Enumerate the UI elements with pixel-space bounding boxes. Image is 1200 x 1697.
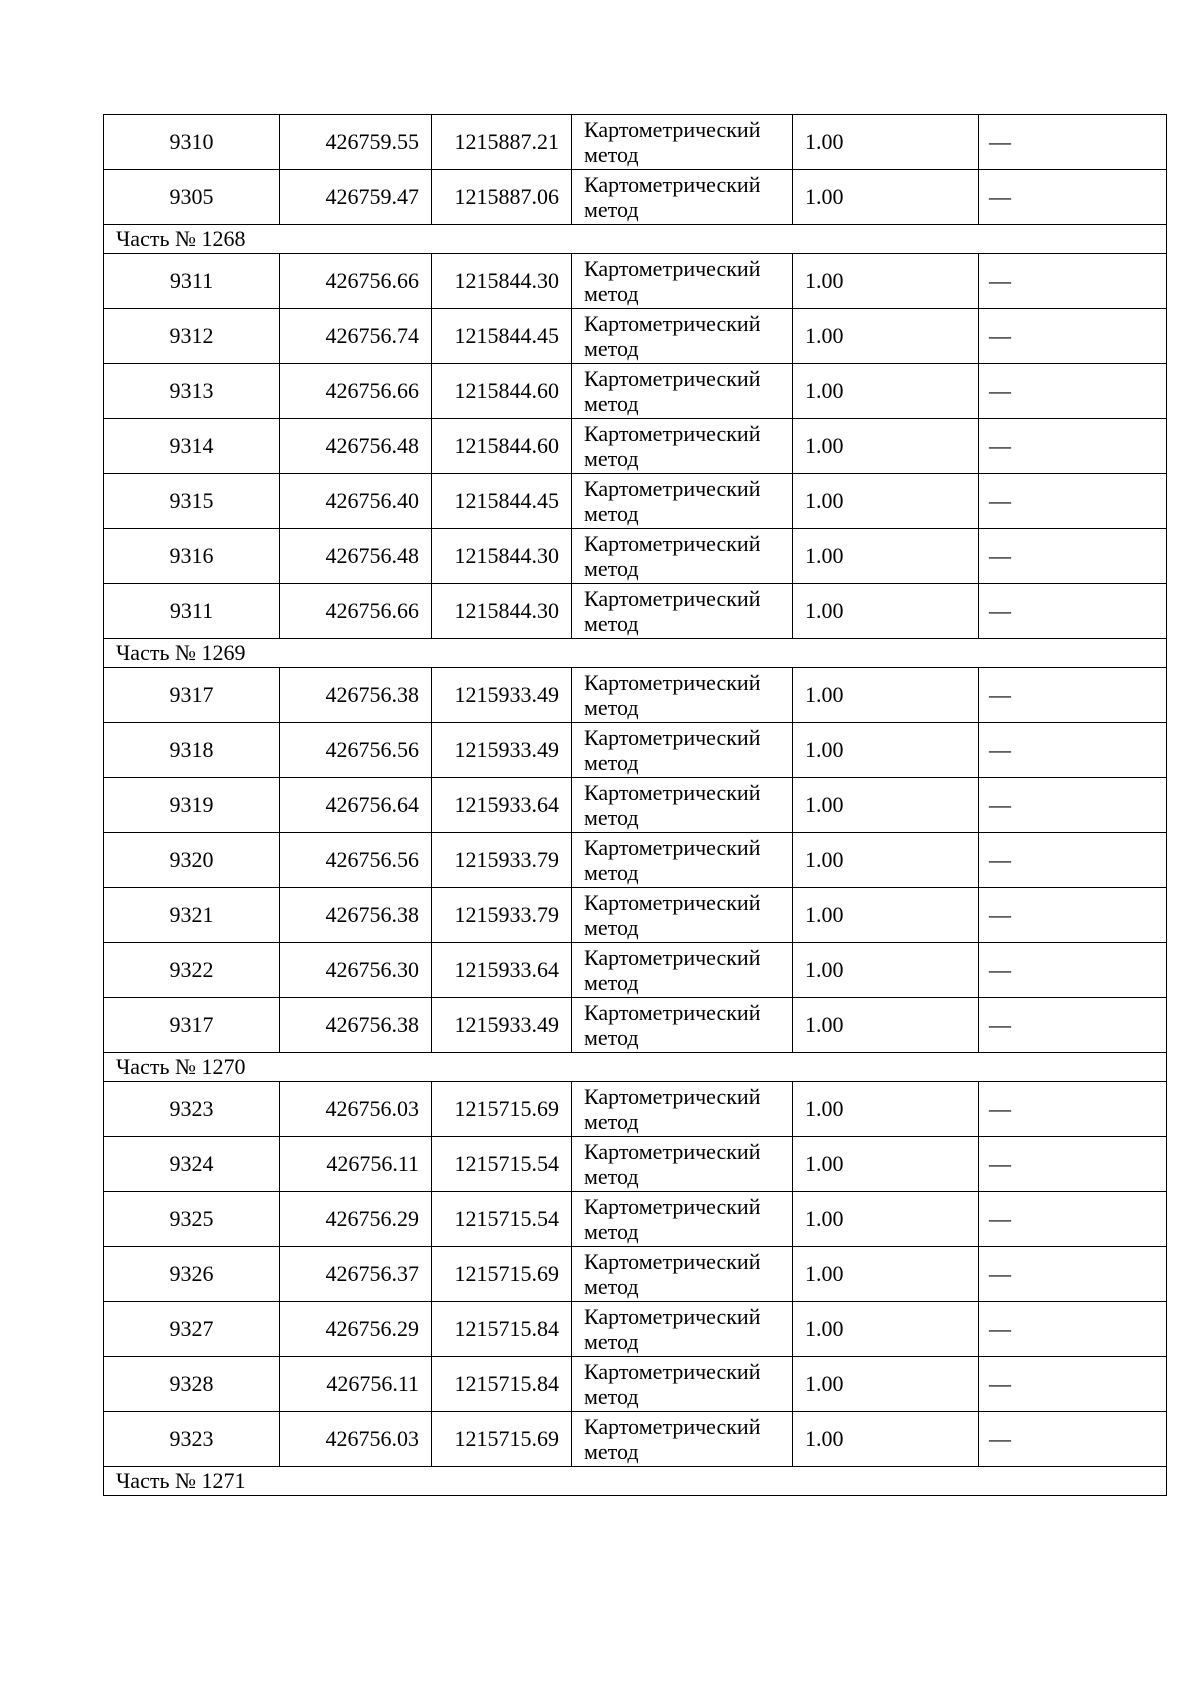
method-cell: Картометрический метод: [572, 254, 793, 309]
note-cell: —: [979, 668, 1167, 723]
point-number-cell: 9311: [104, 254, 280, 309]
point-number-cell: 9315: [104, 474, 280, 529]
accuracy-cell: 1.00: [793, 888, 979, 943]
y-coordinate-cell: 1215715.69: [432, 1412, 572, 1467]
note-cell: —: [979, 170, 1167, 225]
accuracy-cell: 1.00: [793, 778, 979, 833]
method-cell: Картометрический метод: [572, 998, 793, 1053]
x-coordinate-cell: 426756.37: [280, 1247, 432, 1302]
point-number-cell: 9313: [104, 364, 280, 419]
point-number-cell: 9318: [104, 723, 280, 778]
table-body: [104, 115, 1167, 1496]
y-coordinate-cell: 1215933.79: [432, 833, 572, 888]
point-number-cell: 9317: [104, 668, 280, 723]
x-coordinate-cell: 426756.66: [280, 254, 432, 309]
note-cell: —: [979, 998, 1167, 1053]
y-coordinate-cell: 1215933.64: [432, 778, 572, 833]
method-cell: Картометрический метод: [572, 170, 793, 225]
accuracy-cell: 1.00: [793, 115, 979, 170]
x-coordinate-cell: 426756.29: [280, 1192, 432, 1247]
part-title: Часть № 1268: [104, 225, 1167, 254]
table-row: [104, 115, 1167, 170]
note-cell: —: [979, 254, 1167, 309]
note-cell: —: [979, 364, 1167, 419]
y-coordinate-cell: 1215715.69: [432, 1082, 572, 1137]
y-coordinate-cell: 1215844.30: [432, 529, 572, 584]
point-number-cell: 9326: [104, 1247, 280, 1302]
accuracy-cell: 1.00: [793, 419, 979, 474]
note-cell: —: [979, 1082, 1167, 1137]
accuracy-cell: 1.00: [793, 254, 979, 309]
note-cell: —: [979, 723, 1167, 778]
table-row: [104, 364, 1167, 419]
method-cell: Картометрический метод: [572, 1082, 793, 1137]
note-cell: —: [979, 115, 1167, 170]
y-coordinate-cell: 1215844.45: [432, 474, 572, 529]
point-number-cell: 9320: [104, 833, 280, 888]
y-coordinate-cell: 1215887.06: [432, 170, 572, 225]
x-coordinate-cell: 426756.29: [280, 1302, 432, 1357]
method-cell: Картометрический метод: [572, 115, 793, 170]
table-row: [104, 529, 1167, 584]
method-cell: Картометрический метод: [572, 1137, 793, 1192]
part-title: Часть № 1270: [104, 1053, 1167, 1082]
accuracy-cell: 1.00: [793, 1137, 979, 1192]
method-cell: Картометрический метод: [572, 364, 793, 419]
note-cell: —: [979, 1357, 1167, 1412]
table-row: [104, 584, 1167, 639]
x-coordinate-cell: 426756.11: [280, 1357, 432, 1412]
accuracy-cell: 1.00: [793, 1412, 979, 1467]
point-number-cell: 9311: [104, 584, 280, 639]
method-cell: Картометрический метод: [572, 943, 793, 998]
note-cell: —: [979, 529, 1167, 584]
accuracy-cell: 1.00: [793, 723, 979, 778]
table-row: [104, 1302, 1167, 1357]
table-row: [104, 723, 1167, 778]
point-number-cell: 9327: [104, 1302, 280, 1357]
note-cell: —: [979, 888, 1167, 943]
accuracy-cell: 1.00: [793, 1192, 979, 1247]
accuracy-cell: 1.00: [793, 1357, 979, 1412]
table-row: [104, 1357, 1167, 1412]
x-coordinate-cell: 426756.03: [280, 1082, 432, 1137]
y-coordinate-cell: 1215844.30: [432, 584, 572, 639]
table-row: [104, 254, 1167, 309]
y-coordinate-cell: 1215715.54: [432, 1137, 572, 1192]
accuracy-cell: 1.00: [793, 1082, 979, 1137]
x-coordinate-cell: 426756.38: [280, 888, 432, 943]
point-number-cell: 9316: [104, 529, 280, 584]
method-cell: Картометрический метод: [572, 668, 793, 723]
method-cell: Картометрический метод: [572, 474, 793, 529]
note-cell: —: [979, 1412, 1167, 1467]
x-coordinate-cell: 426759.55: [280, 115, 432, 170]
method-cell: Картометрический метод: [572, 888, 793, 943]
x-coordinate-cell: 426756.03: [280, 1412, 432, 1467]
note-cell: —: [979, 474, 1167, 529]
accuracy-cell: 1.00: [793, 474, 979, 529]
note-cell: —: [979, 309, 1167, 364]
y-coordinate-cell: 1215933.49: [432, 668, 572, 723]
table-row: [104, 943, 1167, 998]
accuracy-cell: 1.00: [793, 1247, 979, 1302]
method-cell: Картометрический метод: [572, 833, 793, 888]
note-cell: —: [979, 1192, 1167, 1247]
x-coordinate-cell: 426756.56: [280, 723, 432, 778]
table-row: [104, 170, 1167, 225]
table-row: [104, 1192, 1167, 1247]
x-coordinate-cell: 426759.47: [280, 170, 432, 225]
table-row: [104, 833, 1167, 888]
table-row: [104, 1247, 1167, 1302]
x-coordinate-cell: 426756.66: [280, 364, 432, 419]
note-cell: —: [979, 584, 1167, 639]
part-title: Часть № 1271: [104, 1467, 1167, 1496]
x-coordinate-cell: 426756.40: [280, 474, 432, 529]
part-title: Часть № 1269: [104, 639, 1167, 668]
method-cell: Картометрический метод: [572, 419, 793, 474]
x-coordinate-cell: 426756.11: [280, 1137, 432, 1192]
note-cell: —: [979, 1247, 1167, 1302]
y-coordinate-cell: 1215933.79: [432, 888, 572, 943]
method-cell: Картометрический метод: [572, 584, 793, 639]
accuracy-cell: 1.00: [793, 668, 979, 723]
accuracy-cell: 1.00: [793, 170, 979, 225]
table-row: [104, 998, 1167, 1053]
part-header-row: [104, 225, 1167, 254]
part-header-row: [104, 639, 1167, 668]
table-row: [104, 309, 1167, 364]
method-cell: Картометрический метод: [572, 1302, 793, 1357]
note-cell: —: [979, 943, 1167, 998]
method-cell: Картометрический метод: [572, 309, 793, 364]
x-coordinate-cell: 426756.30: [280, 943, 432, 998]
part-header-row: [104, 1467, 1167, 1496]
x-coordinate-cell: 426756.38: [280, 668, 432, 723]
point-number-cell: 9322: [104, 943, 280, 998]
point-number-cell: 9323: [104, 1412, 280, 1467]
table-row: [104, 474, 1167, 529]
table-row: [104, 668, 1167, 723]
point-number-cell: 9310: [104, 115, 280, 170]
y-coordinate-cell: 1215844.30: [432, 254, 572, 309]
y-coordinate-cell: 1215844.45: [432, 309, 572, 364]
y-coordinate-cell: 1215715.84: [432, 1302, 572, 1357]
method-cell: Картометрический метод: [572, 1192, 793, 1247]
table-row: [104, 778, 1167, 833]
y-coordinate-cell: 1215933.64: [432, 943, 572, 998]
table-row: [104, 1412, 1167, 1467]
point-number-cell: 9312: [104, 309, 280, 364]
table-row: [104, 419, 1167, 474]
point-number-cell: 9319: [104, 778, 280, 833]
table-row: [104, 1082, 1167, 1137]
y-coordinate-cell: 1215844.60: [432, 364, 572, 419]
note-cell: —: [979, 778, 1167, 833]
accuracy-cell: 1.00: [793, 309, 979, 364]
point-number-cell: 9323: [104, 1082, 280, 1137]
part-header-row: [104, 1053, 1167, 1082]
accuracy-cell: 1.00: [793, 943, 979, 998]
method-cell: Картометрический метод: [572, 723, 793, 778]
x-coordinate-cell: 426756.64: [280, 778, 432, 833]
x-coordinate-cell: 426756.48: [280, 529, 432, 584]
table-row: [104, 1137, 1167, 1192]
point-number-cell: 9324: [104, 1137, 280, 1192]
accuracy-cell: 1.00: [793, 584, 979, 639]
x-coordinate-cell: 426756.38: [280, 998, 432, 1053]
x-coordinate-cell: 426756.74: [280, 309, 432, 364]
table-row: [104, 888, 1167, 943]
method-cell: Картометрический метод: [572, 1412, 793, 1467]
accuracy-cell: 1.00: [793, 1302, 979, 1357]
coordinates-table: [103, 114, 1167, 1496]
accuracy-cell: 1.00: [793, 998, 979, 1053]
note-cell: —: [979, 419, 1167, 474]
y-coordinate-cell: 1215715.69: [432, 1247, 572, 1302]
point-number-cell: 9328: [104, 1357, 280, 1412]
method-cell: Картометрический метод: [572, 529, 793, 584]
x-coordinate-cell: 426756.66: [280, 584, 432, 639]
point-number-cell: 9314: [104, 419, 280, 474]
point-number-cell: 9321: [104, 888, 280, 943]
y-coordinate-cell: 1215715.84: [432, 1357, 572, 1412]
point-number-cell: 9317: [104, 998, 280, 1053]
note-cell: —: [979, 1137, 1167, 1192]
method-cell: Картометрический метод: [572, 778, 793, 833]
y-coordinate-cell: 1215887.21: [432, 115, 572, 170]
accuracy-cell: 1.00: [793, 529, 979, 584]
note-cell: —: [979, 833, 1167, 888]
note-cell: —: [979, 1302, 1167, 1357]
y-coordinate-cell: 1215844.60: [432, 419, 572, 474]
y-coordinate-cell: 1215715.54: [432, 1192, 572, 1247]
point-number-cell: 9325: [104, 1192, 280, 1247]
point-number-cell: 9305: [104, 170, 280, 225]
y-coordinate-cell: 1215933.49: [432, 723, 572, 778]
accuracy-cell: 1.00: [793, 364, 979, 419]
method-cell: Картометрический метод: [572, 1357, 793, 1412]
y-coordinate-cell: 1215933.49: [432, 998, 572, 1053]
accuracy-cell: 1.00: [793, 833, 979, 888]
method-cell: Картометрический метод: [572, 1247, 793, 1302]
x-coordinate-cell: 426756.56: [280, 833, 432, 888]
x-coordinate-cell: 426756.48: [280, 419, 432, 474]
